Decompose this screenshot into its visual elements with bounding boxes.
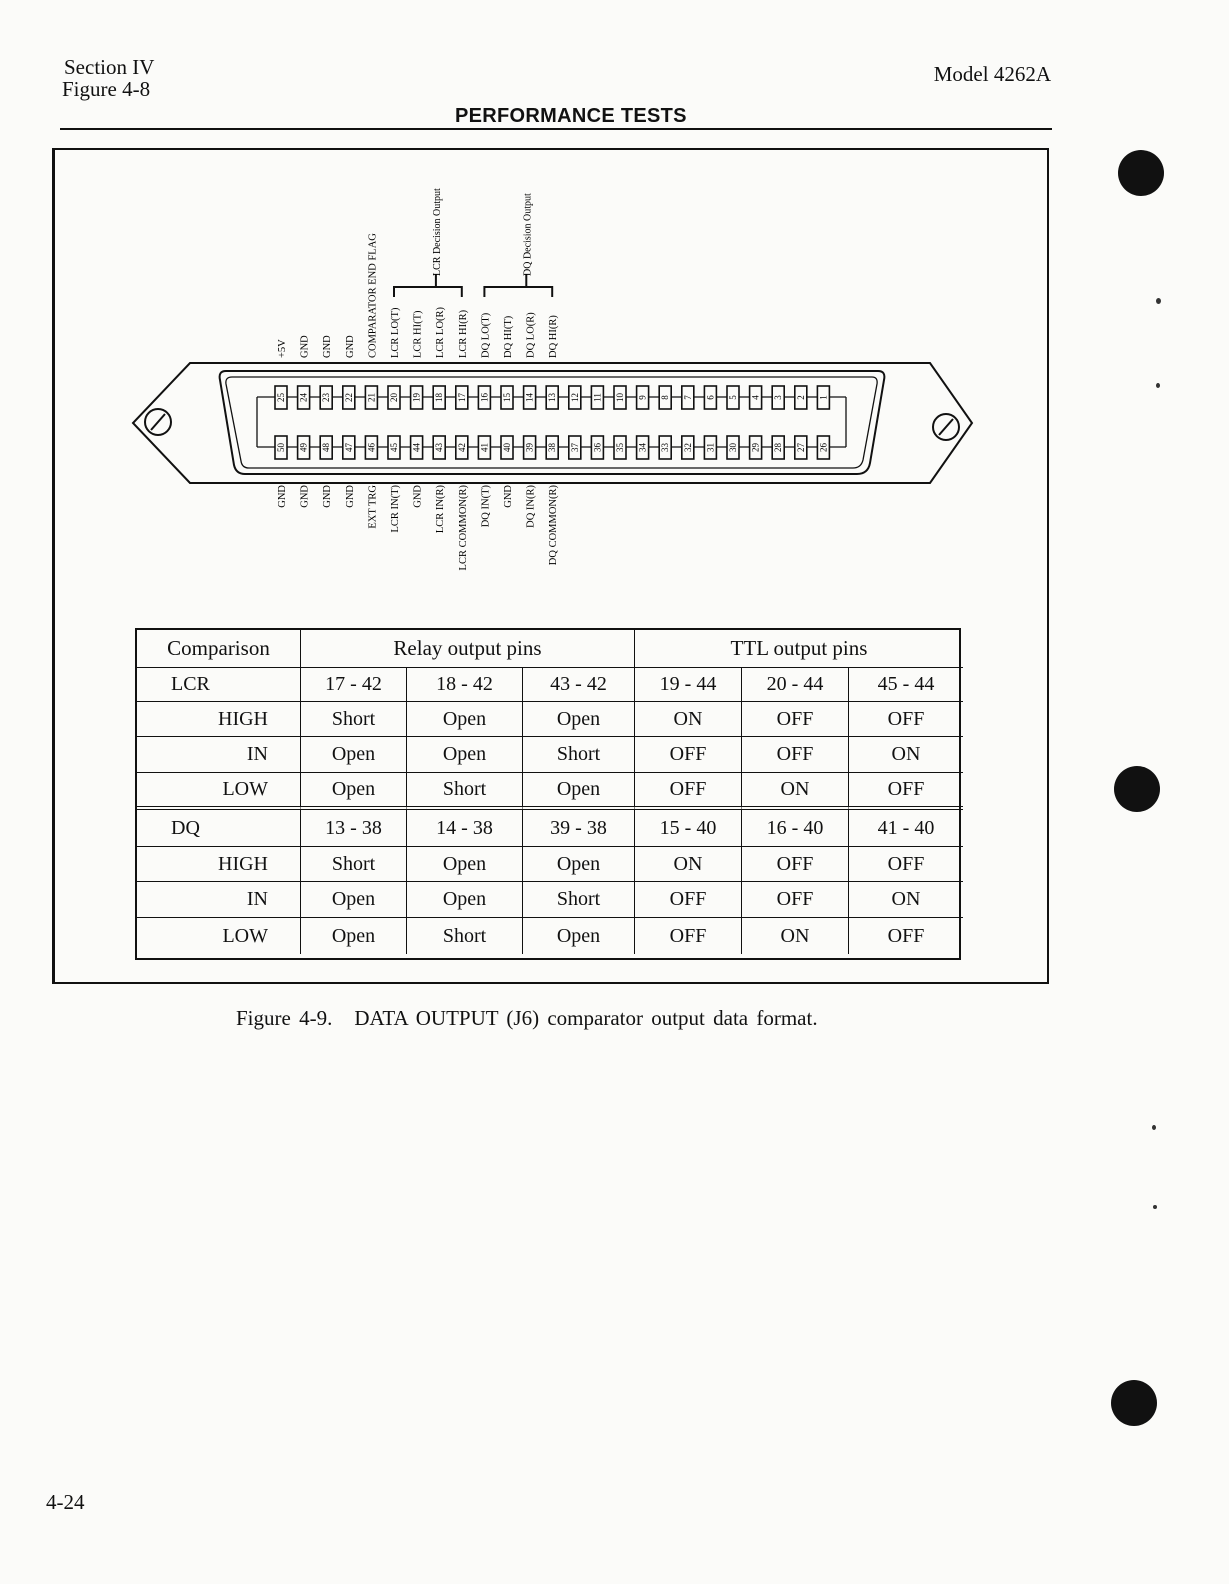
pin-number: 2 [795,395,806,400]
table-cell: OFF [742,882,849,918]
model-label: Model 4262A [933,62,1051,86]
table-cell: Open [301,737,407,773]
group-dq-label: DQ [137,810,301,847]
pin-pair: 19 - 44 [635,668,742,702]
table-cell: ON [849,882,963,918]
table-cell: ON [635,702,742,737]
pin-number: 35 [615,443,625,452]
table-cell: OFF [635,773,742,810]
pin-number: 11 [592,393,603,402]
table-cell: Open [301,918,407,954]
pin-label-top: COMPARATOR END FLAG [367,233,379,358]
speck [1156,383,1160,388]
pin-number: 26 [818,443,829,452]
pin-number: 41 [479,443,490,452]
speck [1156,298,1161,304]
pin-pair: 45 - 44 [849,668,963,702]
table-cell: Open [407,847,523,882]
table-cell: ON [635,847,742,882]
table-cell: Open [301,773,407,810]
pin-label-top: DQ LO(T) [480,312,492,358]
pin-pair: 18 - 42 [407,668,523,702]
dq-decision-output-label: DQ Decision Output [522,193,534,276]
pin-pair: 20 - 44 [742,668,849,702]
table-cell: OFF [849,773,963,810]
pin-label-bottom: GND [503,485,514,508]
pin-number: 43 [434,443,445,452]
pin-number: 31 [705,443,716,452]
table-cell: Open [523,847,635,882]
pin-label-bottom: EXT TRG [367,485,379,529]
pin-number: 12 [569,393,580,402]
pin-number: 5 [728,395,738,400]
caption-number: Figure 4-9. [236,1006,333,1030]
pin-label-bottom: DQ COMMON(R) [548,485,560,566]
pin-number: 34 [637,443,648,452]
page-number: 4-24 [46,1490,85,1514]
table-cell: Short [407,918,523,954]
speck [1153,1205,1157,1209]
table-cell: Open [407,737,523,773]
table-cell: Short [301,847,407,882]
pin-label-top: LCR LO(R) [435,306,447,358]
punch-hole [1111,1380,1157,1426]
pin-number: 29 [750,443,761,452]
pin-number: 23 [321,393,332,402]
row-label: LOW [137,918,301,954]
pin-label-bottom: GND [277,485,288,508]
table-cell: OFF [742,737,849,773]
table-cell: ON [849,737,963,773]
pin-label-bottom: LCR COMMON(R) [457,485,469,571]
punch-hole [1114,766,1160,812]
comparator-table [135,628,961,960]
pin-number: 44 [411,443,422,452]
figure-caption [236,1006,818,1031]
pin-label-bottom: DQ IN(R) [525,485,537,528]
pin-number: 15 [502,393,512,402]
table-cell: OFF [635,918,742,954]
pin-number: 14 [524,393,535,402]
pin-pair: 16 - 40 [742,810,849,847]
pin-number: 4 [750,395,761,400]
pin-number: 8 [660,395,671,400]
section-label: Section IV [64,55,155,79]
table-cell: Short [523,882,635,918]
pin-label-top: DQ LO(R) [525,312,537,358]
pin-label-top: DQ HI(R) [548,315,560,358]
pin-number: 10 [615,393,625,402]
pin-number: 39 [524,443,535,452]
table-cell: Open [523,702,635,737]
pin-number: 28 [773,443,784,452]
comparison-header: Comparison [137,630,301,668]
pin-number: 49 [298,443,309,452]
pin-label-bottom: GND [322,485,334,508]
ttl-header: TTL output pins [635,630,963,668]
screw-slot [151,414,165,430]
pin-label-top: GND [299,335,311,358]
row-label: LOW [137,773,301,810]
pin-number: 27 [795,443,806,452]
table-cell: Short [407,773,523,810]
pin-number: 38 [547,443,558,452]
pin-label-top: DQ HI(T) [503,315,514,358]
dq-decision-output-bracket [484,287,552,297]
pin-label-bottom: GND [299,485,311,508]
table-cell: OFF [742,702,849,737]
table-cell: Open [523,918,635,954]
pin-number: 21 [366,393,377,402]
pin-label-bottom: LCR IN(T) [390,485,401,533]
row-label: HIGH [137,702,301,737]
pin-label-top: GND [322,335,334,358]
pin-number: 6 [705,395,716,400]
lcr-decision-output-label: LCR Decision Output [431,188,443,276]
pin-number: 24 [298,393,309,402]
pin-label-top: LCR LO(T) [390,307,401,358]
table-cell: Open [407,882,523,918]
pin-number: 48 [321,443,332,452]
pin-number: 19 [411,393,422,402]
table-cell: ON [742,918,849,954]
pin-label-bottom: DQ IN(T) [480,485,492,528]
figure-reference: Figure 4-8 [62,77,151,101]
pin-label-top: LCR HI(R) [457,309,469,358]
table-cell: OFF [742,847,849,882]
screw-slot [939,419,953,435]
pin-number: 42 [456,443,467,452]
pin-number: 47 [343,443,354,452]
caption-text: DATA OUTPUT (J6) comparator output data format. [354,1006,818,1030]
table-cell: ON [742,773,849,810]
relay-header: Relay output pins [301,630,635,668]
pin-number: 7 [682,395,693,400]
table-cell: OFF [635,737,742,773]
table-cell: Short [301,702,407,737]
pin-number: 3 [773,395,784,400]
pin-number: 36 [592,443,603,452]
pin-number: 16 [479,393,490,402]
pin-number: 50 [276,443,286,452]
table-cell: Open [523,773,635,810]
pin-number: 9 [637,395,648,400]
pin-number: 1 [818,395,829,400]
pin-number: 25 [276,393,286,402]
page-title: PERFORMANCE TESTS [455,105,687,127]
table-cell: OFF [635,882,742,918]
pin-number: 30 [728,443,738,452]
row-label: IN [137,737,301,773]
speck [1152,1125,1156,1130]
pin-label-bottom: GND [412,485,424,508]
pin-label-top: GND [344,335,356,358]
pin-number: 20 [389,393,399,402]
table-cell: OFF [887,924,925,947]
pin-label-bottom: LCR IN(R) [435,485,447,534]
table-cell: Open [407,702,523,737]
pin-pair: 13 - 38 [301,810,407,847]
table-cell: Short [523,737,635,773]
row-label: IN [137,882,301,918]
pin-number: 17 [456,393,467,402]
pin-number: 33 [660,443,671,452]
pin-label-bottom: GND [344,485,356,508]
pin-pair: 39 - 38 [523,810,635,847]
punch-hole [1118,150,1164,196]
pin-label-top: +5V [277,339,288,358]
pin-number: 18 [434,393,445,402]
pin-number: 13 [547,393,558,402]
pin-number: 40 [502,443,512,452]
pin-number: 22 [343,393,354,402]
pin-number: 46 [366,443,377,452]
pin-number: 45 [389,443,399,452]
pin-pair: 17 - 42 [301,668,407,702]
lcr-decision-output-bracket [394,287,462,297]
pin-pair: 41 - 40 [849,810,963,847]
table-cell: OFF [849,702,963,737]
group-lcr-label: LCR [137,668,301,702]
table-cell: Open [301,882,407,918]
pin-number: 37 [569,443,580,452]
pin-label-top: LCR HI(T) [412,310,424,358]
pin-pair: 14 - 38 [407,810,523,847]
pin-pair: 43 - 42 [523,668,635,702]
row-label: HIGH [137,847,301,882]
table-cell: OFF [849,847,963,882]
pin-number: 32 [682,443,693,452]
pin-pair: 15 - 40 [635,810,742,847]
